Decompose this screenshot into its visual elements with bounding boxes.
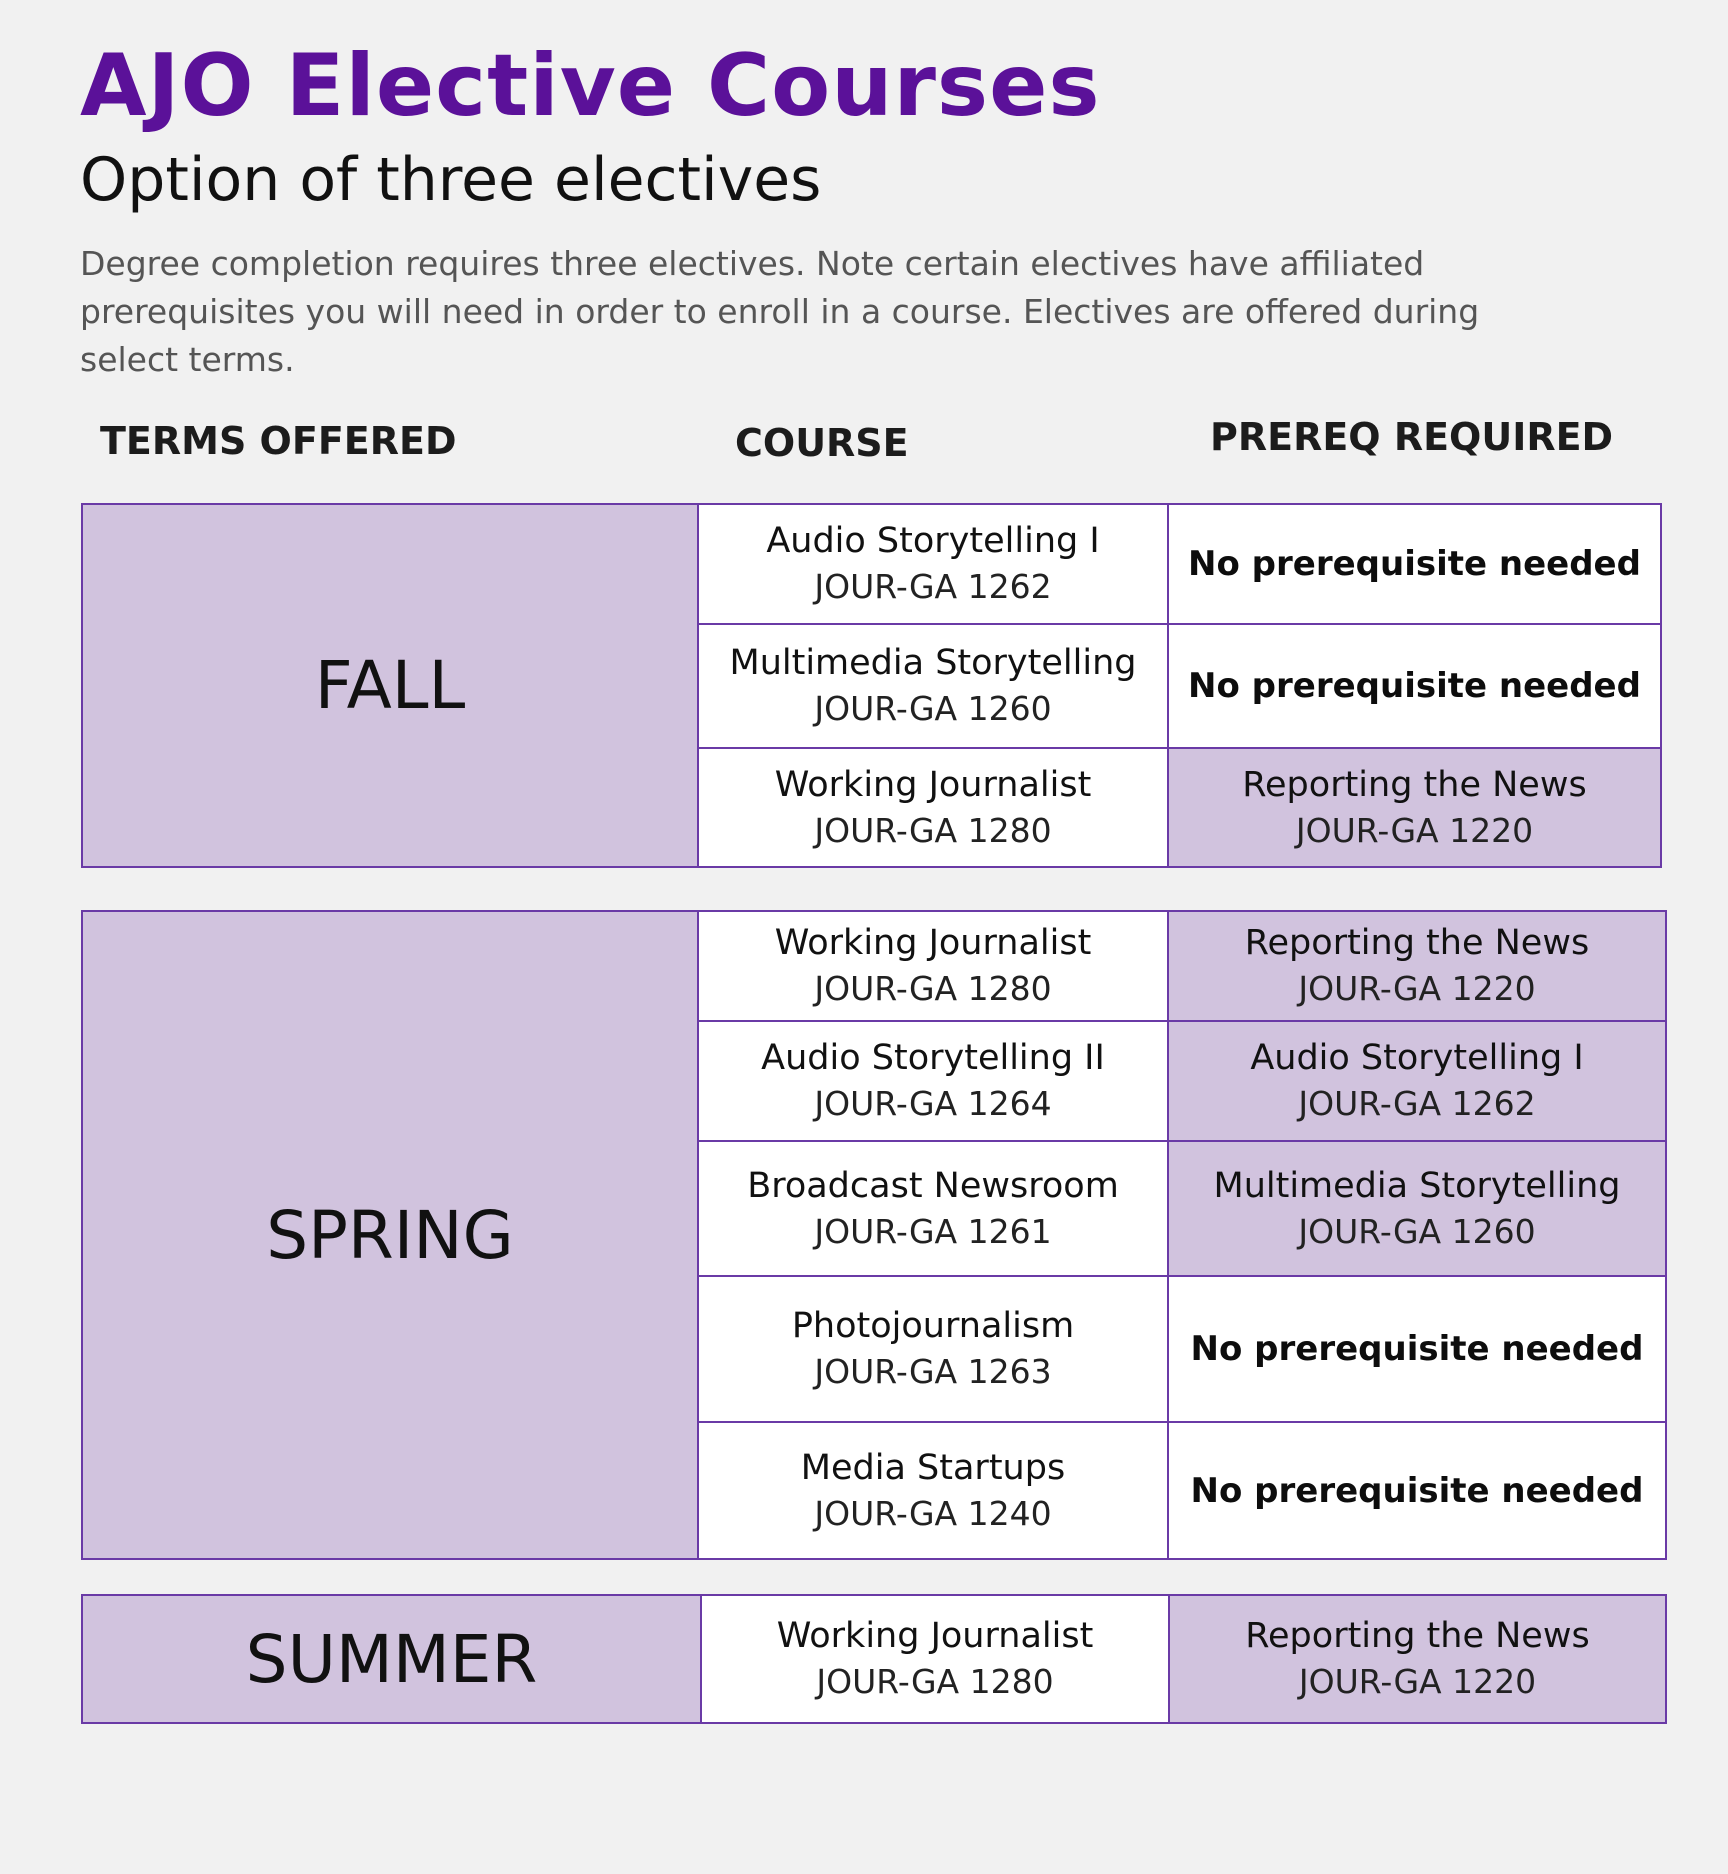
course-cell: [699, 749, 1169, 866]
prereq-cell: [1169, 1277, 1665, 1421]
prereq-course-name: Reporting the News: [1245, 1616, 1590, 1656]
prereq-none-text: No prerequisite needed: [1190, 1329, 1644, 1369]
prereq-cell: [1169, 1423, 1665, 1558]
prereq-course-code: JOUR-GA 1262: [1298, 1084, 1536, 1123]
column-header-prereq: PREREQ REQUIRED: [1210, 415, 1614, 459]
course-name: Working Journalist: [774, 923, 1092, 963]
prereq-none-text: No prerequisite needed: [1188, 544, 1641, 584]
course-cell: [699, 625, 1169, 747]
course-code: JOUR-GA 1280: [814, 810, 1052, 850]
column-header-terms: TERMS OFFERED: [100, 419, 457, 463]
course-cell: [699, 1022, 1169, 1140]
course-row: [699, 625, 1660, 749]
course-code: JOUR-GA 1264: [814, 1084, 1052, 1123]
course-name: Audio Storytelling II: [761, 1038, 1105, 1078]
prereq-cell: [1170, 1596, 1665, 1722]
course-name: Working Journalist: [774, 764, 1092, 805]
course-row: [702, 1596, 1665, 1722]
prereq-course-name: Audio Storytelling I: [1250, 1038, 1584, 1078]
prereq-cell: [1169, 749, 1660, 866]
prereq-none-text: No prerequisite needed: [1190, 1470, 1644, 1511]
intro-paragraph: Degree completion requires three electives. Note certain electives have affiliated prerequisites you will need in order to enroll in a course. Electives are offered during select terms.: [80, 244, 1480, 379]
course-code: JOUR-GA 1280: [814, 969, 1052, 1008]
course-row: [699, 1423, 1665, 1558]
term-block-spring: [81, 910, 1667, 1560]
course-row: [699, 912, 1665, 1022]
prereq-course-name: Multimedia Storytelling: [1213, 1165, 1621, 1206]
prereq-cell: [1169, 625, 1660, 747]
column-header-course: COURSE: [735, 421, 909, 465]
course-rows: [702, 1596, 1665, 1722]
term-label: SUMMER: [83, 1596, 702, 1722]
term-block-summer: [81, 1594, 1667, 1724]
course-row: [699, 1277, 1665, 1423]
course-row: [699, 749, 1660, 866]
course-name: Media Startups: [800, 1447, 1066, 1488]
course-cell: [699, 505, 1169, 623]
course-name: Audio Storytelling I: [766, 521, 1100, 561]
prereq-cell: [1169, 505, 1660, 623]
term-block-fall: [81, 503, 1662, 868]
prereq-none-text: No prerequisite needed: [1188, 666, 1641, 706]
course-row: [699, 505, 1660, 625]
prereq-cell: [1169, 1022, 1665, 1140]
term-label: FALL: [83, 505, 699, 866]
course-row: [699, 1142, 1665, 1277]
course-name: Broadcast Newsroom: [747, 1165, 1119, 1206]
course-row: [699, 1022, 1665, 1142]
course-code: JOUR-GA 1262: [814, 567, 1052, 606]
page-title: AJO Elective Courses: [80, 36, 1101, 136]
prereq-cell: [1169, 912, 1665, 1020]
course-cell: [699, 1423, 1169, 1558]
course-code: JOUR-GA 1261: [814, 1211, 1052, 1251]
course-name: Photojournalism: [791, 1306, 1075, 1346]
prereq-course-code: JOUR-GA 1260: [1298, 1211, 1536, 1251]
course-name: Working Journalist: [776, 1616, 1094, 1656]
course-code: JOUR-GA 1240: [814, 1493, 1052, 1533]
course-cell: [699, 1142, 1169, 1275]
course-code: JOUR-GA 1280: [816, 1662, 1054, 1701]
term-label: SPRING: [83, 912, 699, 1558]
prereq-course-code: JOUR-GA 1220: [1298, 1662, 1537, 1701]
course-cell: [699, 1277, 1169, 1421]
prereq-course-code: JOUR-GA 1220: [1295, 810, 1534, 850]
course-cell: [702, 1596, 1170, 1722]
prereq-course-name: Reporting the News: [1244, 923, 1590, 963]
course-rows: [699, 505, 1660, 866]
course-code: JOUR-GA 1263: [814, 1352, 1052, 1391]
course-name: Multimedia Storytelling: [729, 643, 1137, 683]
prereq-course-name: Reporting the News: [1242, 764, 1587, 805]
course-cell: [699, 912, 1169, 1020]
page-subtitle: Option of three electives: [80, 145, 822, 215]
course-rows: [699, 912, 1665, 1558]
prereq-course-code: JOUR-GA 1220: [1298, 969, 1536, 1008]
course-code: JOUR-GA 1260: [814, 689, 1052, 728]
prereq-cell: [1169, 1142, 1665, 1275]
